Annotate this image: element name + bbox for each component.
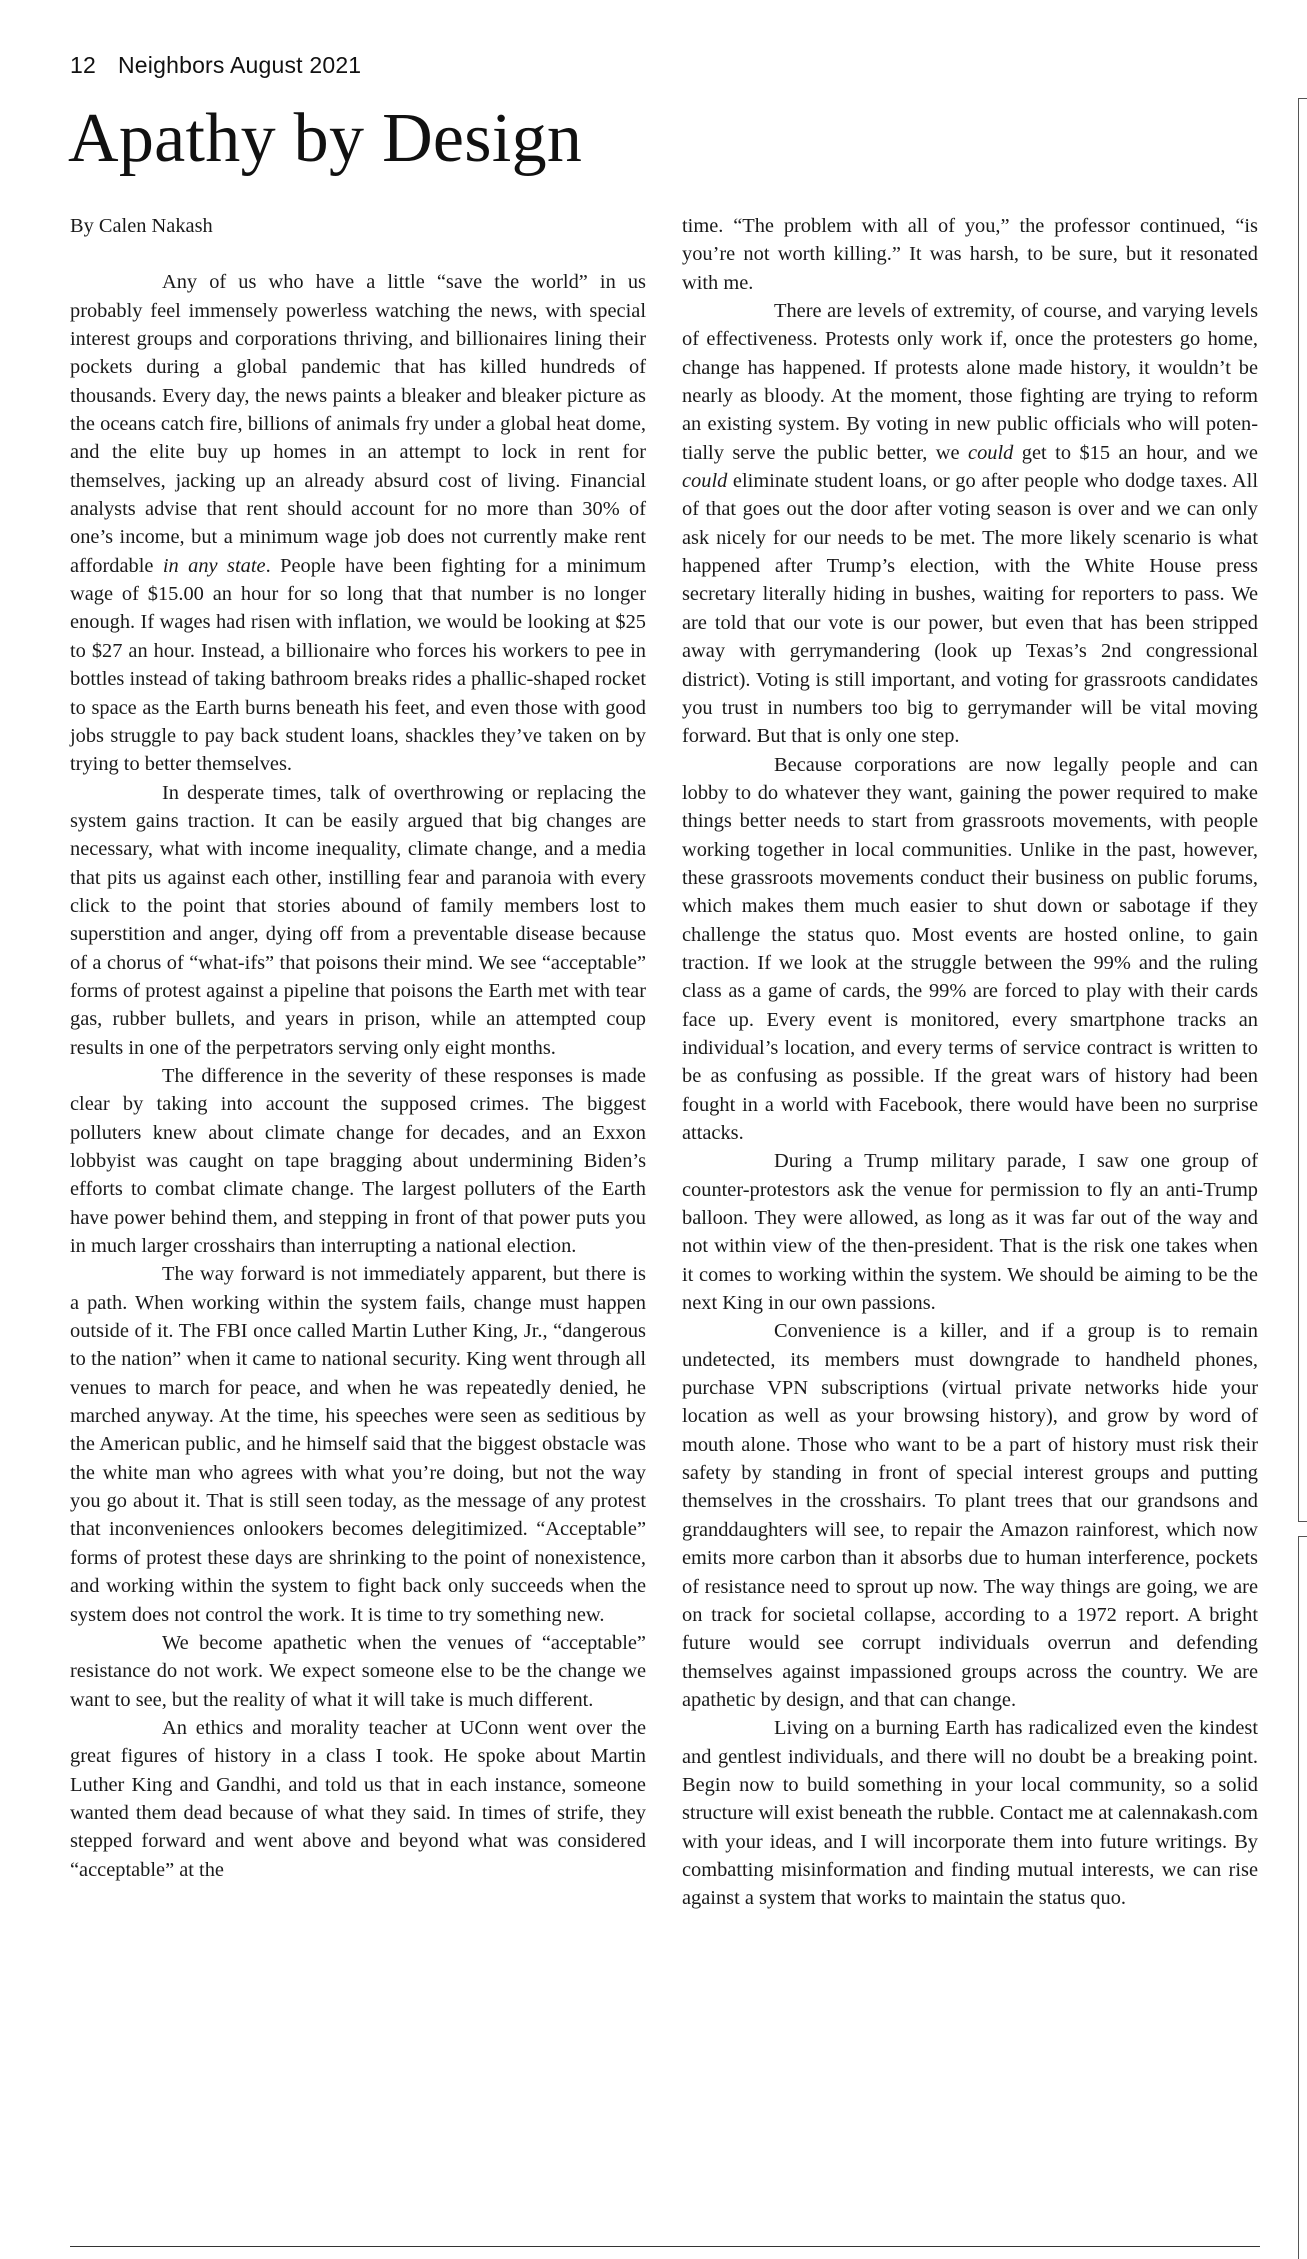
- bottom-divider: [70, 2246, 1260, 2247]
- article-paragraph: The way forward is not immediately apparent, but there is a path. When working within the system fails, change must happen outside of it. The FBI once called Martin Luther King, Jr., “dangerous to the nation” when it came to national security. King went through all venues to march for peace, and when he was repeatedly denied, he marched anyway. At the time, his speeches were seen as seditious by the American public, and he himself said that the biggest obstacle was the white man who agrees with what you’re doing, but not the way you go about it. That is still seen today, as the message of any protest that inconveniences onlookers becomes delegitimized. “Acceptable” forms of protest these days are shrinking to the point of nonexistence, and working within the system to fight back only succeeds when the system does not control the work. It is time to try something new.: [70, 1263, 646, 1626]
- publication-name: Neighbors August 2021: [117, 52, 362, 78]
- article-paragraph: We become apathetic when the venues of “acceptable” resistance do not work. We expect someone else to be the change we want to see, but the reality of what it will take is much different.: [70, 1631, 646, 1711]
- emphasis-text: could: [968, 441, 1014, 464]
- page-number: 12: [70, 52, 96, 78]
- article-paragraph: There are levels of extremity, of course, and varying levels of effectiveness. Protests only work if, once the protesters go home, change has happened. If protests alone made history, it wouldn’t be nearly as bloody. At the moment, those fighting are trying to reform an existing system. By voting in new public officials who will potentially serve the public better, we could get to $15 an hour, and we could eliminate student loans, or go after people who dodge taxes. All of that goes out the door after voting season is over and we can only ask nicely for our needs to be met. The more likely scenario is what happened after Trump’s election, with the White House press secretary literally hiding in bushes, waiting for reporters to pass. We are told that our vote is our power, but even that has been stripped away with gerrymandering (look up Texas’s 2nd congressional district). Voting is still important, and voting for grassroots candidates you trust in numbers too big to gerrymander will be vital moving forward. But that is only one step.: [682, 300, 1258, 748]
- article-paragraph: During a Trump military parade, I saw one group of counter-protestors ask the venue for permission to fly an anti-Trump balloon. They were allowed, as long as it was far out of the way and not within view of the then-president. That is the risk one takes when it comes to working within the system. We should be aiming to be the next King in our own passions.: [682, 1150, 1258, 1315]
- article-paragraph: Because corporations are now legally people and can lobby to do whatever they want, gaining the power required to make things better needs to start from grassroots movements, with people working together in local communities. Unlike in the past, however, these grassroots movements conduct their business on public forums, which makes them much easier to shut down or sabotage if they challenge the status quo. Most events are hosted online, to gain traction. If we look at the struggle between the 99% and the ruling class as a game of cards, the 99% are forced to play with their cards face up. Every event is monitored, every smartphone tracks an individual’s location, and every terms of service contract is written to be as confusing as possible. If the great wars of history had been fought in a world with Facebook, there would have been no surprise attacks.: [682, 753, 1258, 1144]
- article-paragraph-continued: time. “The problem with all of you,” the professor continued, “is you’re not worth killing.” It was harsh, to be sure, but it resonated with me.: [682, 215, 1258, 294]
- article-paragraph: The difference in the severity of these responses is made clear by taking into account the supposed crimes. The biggest polluters knew about climate change for decades, and an Exxon lobbyist was caught on tape bragging about undermining Biden’s efforts to combat climate change. The largest polluters of the Earth have power behind them, and stepping in front of that power puts you in much larger crosshairs than interrupting a national election.: [70, 1064, 646, 1258]
- article-byline: By Calen Nakash: [70, 215, 213, 237]
- article-paragraph: Convenience is a killer, and if a group is to remain undetected, its members must downgrade to handheld phones, purchase VPN subscriptions (virtual private networks hide your location as well as your browsing history), and grow by word of mouth alone. Those who want to be a part of history must risk their safety by standing in front of special interest groups and putting themselves in the crosshairs. To plant trees that our grandsons and granddaughters will see, to repair the Amazon rainforest, which now emits more carbon than it absorbs due to human interference, pockets of resistance need to sprout up now. The way things are going, we are on track for societal collapse, according to a 1972 report. A bright future would see corrupt individuals overrun and defending themselves against impassioned groups across the country. We are apathetic by design, and that can change.: [682, 1320, 1258, 1711]
- article-paragraph: Living on a burning Earth has radicalized even the kindest and gentlest individuals, and there will no doubt be a breaking point. Begin now to build something in your local community, so a solid structure will exist beneath the rubble. Contact me at calennakash.com with your ideas, and I will incorporate them into future writings. By combatting misinformation and finding mutual interests, we can rise against a system that works to maintain the status quo.: [682, 1717, 1258, 1910]
- emphasis-text: in any state: [162, 554, 266, 577]
- article-paragraph: An ethics and morality teacher at UConn went over the great figures of history in a class I took. He spoke about Martin Luther King and Gandhi, and told us that in each instance, someone wanted them dead because of what they said. In times of strife, they stepped forward and went above and beyond what was considered “acceptable” at the: [70, 1716, 646, 1881]
- article-paragraph: Any of us who have a little “save the world” in us probably feel immensely powerless watching the news, with special interest groups and corporations thriving, and billionaires lining their pockets during a global pandemic that has killed hundreds of thousands. Every day, the news paints a bleaker and bleaker picture as the oceans catch fire, billions of animals fry under a global heat dome, and the elite buy up homes in an attempt to lock in rent for themselves, jacking up an already absurd cost of living. Financial analysts advise that rent should account for no more than 30% of one’s income, but a minimum wage job does not currently make rent affordable in any state. People have been fighting for a minimum wage of $15.00 an hour for so long that that number is no longer enough. If wages had risen with inflation, we would be looking at $25 to $27 an hour. Instead, a billionaire who forces his workers to pee in bottles instead of taking bathroom breaks rides a phallic-shaped rocket to space as the Earth burns beneath his feet, and even those with good jobs struggle to pay back student loans, shackles they’ve taken on by trying to better themselves.: [70, 271, 646, 776]
- article-headline: Apathy by Design: [68, 100, 583, 177]
- article-column-right: [682, 212, 1258, 1913]
- article-paragraph: In desperate times, talk of overthrowing or replacing the system gains traction. It can be easily argued that big changes are necessary, what with income inequality, climate change, and a media that pits us against each other, instilling fear and paranoia with every click to the point that stories abound of family members lost to superstition and anger, dying off from a preventable disease because of a chorus of “what-ifs” that poisons their mind. We see “acceptable” forms of protest against a pipeline that poisons the Earth met with tear gas, rubber bullets, and years in prison, while an attempted coup results in one of the perpetrators serving only eight months.: [70, 781, 646, 1059]
- emphasis-text: could: [682, 470, 728, 493]
- article-column-left: [70, 212, 646, 1884]
- adjacent-column-frame-top: [1298, 98, 1307, 1522]
- adjacent-column-frame-bottom: [1298, 1536, 1307, 2259]
- page-header: [70, 52, 361, 79]
